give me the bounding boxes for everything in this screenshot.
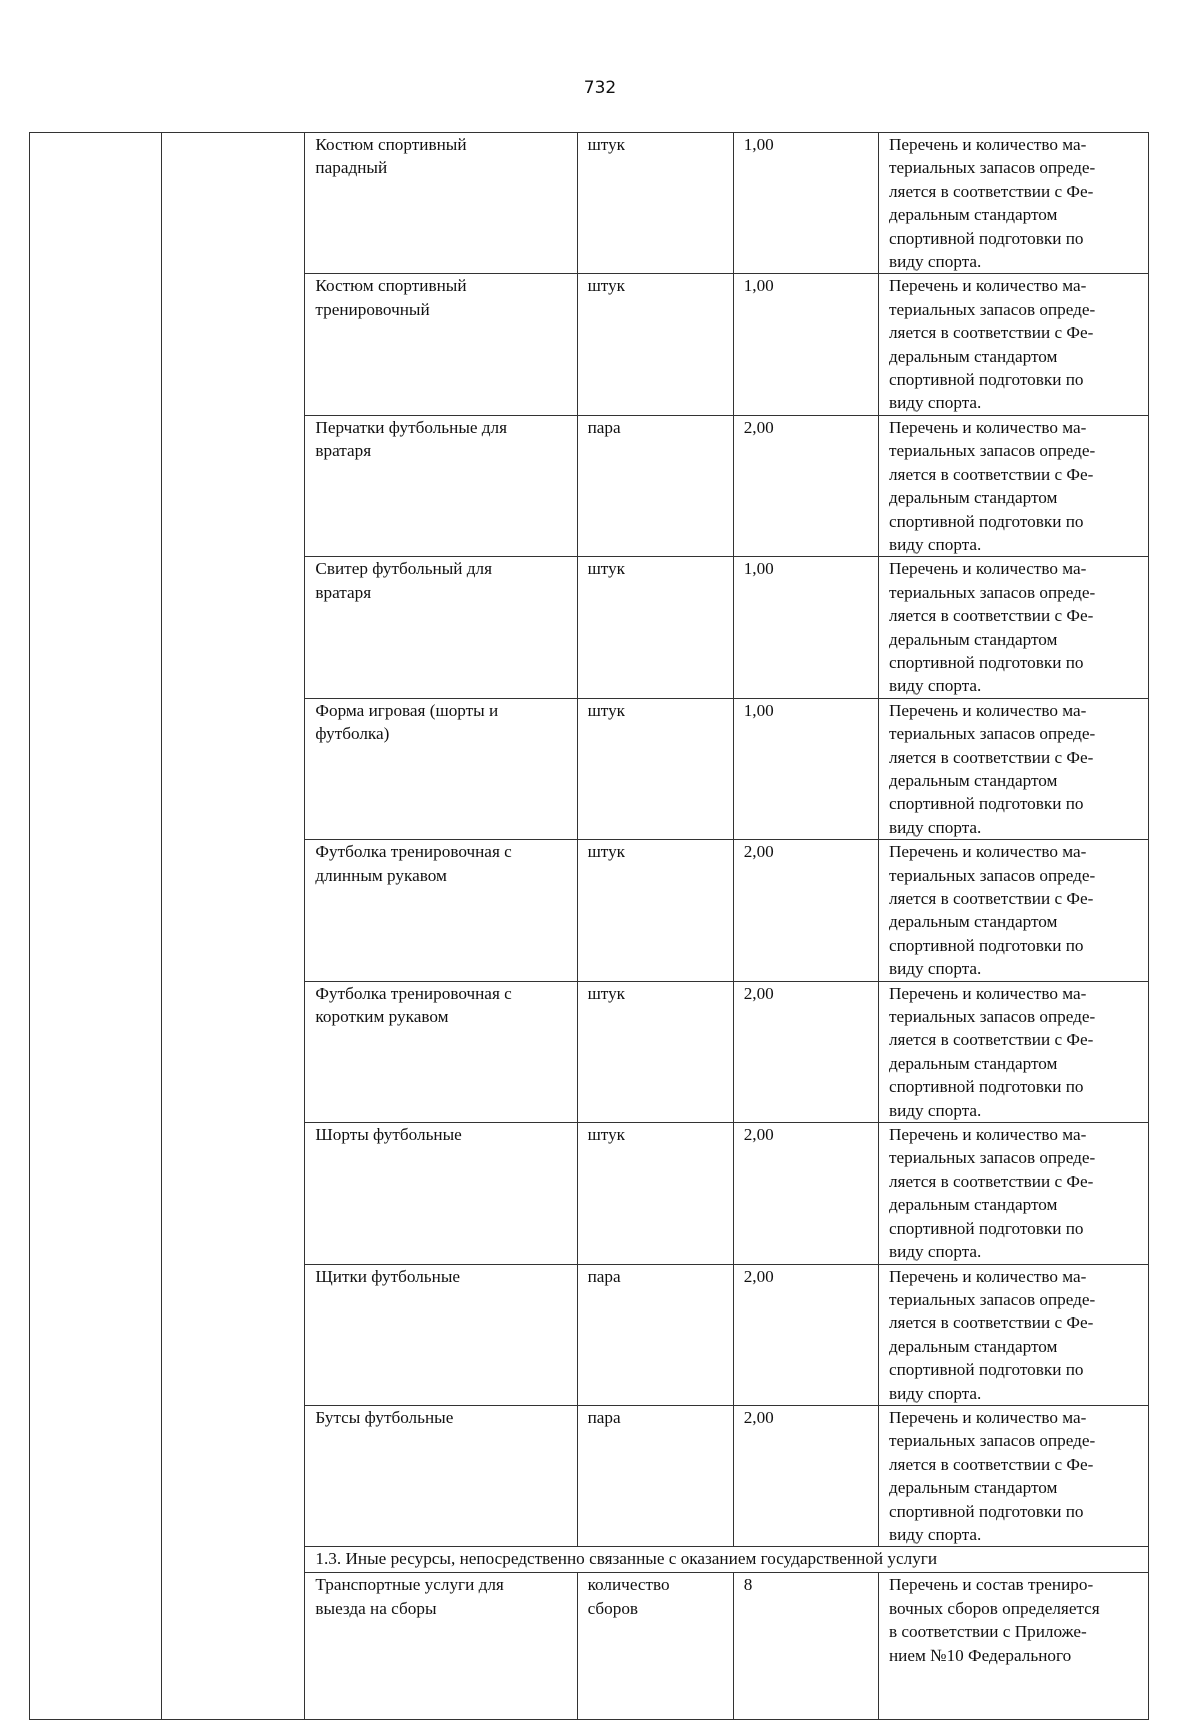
unit-cell: штук: [577, 698, 733, 839]
note-line: деральным стандартом: [888, 1195, 1058, 1215]
item-name-line: длинным рукавом: [315, 865, 447, 885]
note-line: деральным стандартом: [888, 912, 1058, 932]
quantity-cell: 2,00: [733, 415, 878, 556]
item-name-line: Свитер футбольный для: [315, 559, 493, 579]
note-line: териальных запасов опреде-: [888, 1148, 1096, 1168]
note-line: виду спорта.: [888, 1100, 982, 1120]
note-line: виду спорта.: [888, 817, 982, 837]
item-name-line: Костюм спортивный: [315, 135, 467, 154]
item-name-line: парадный: [315, 158, 388, 178]
unit-cell: пара: [577, 1405, 733, 1546]
note-line: виду спорта.: [888, 1524, 982, 1544]
note-cell: [878, 698, 1148, 839]
note-line: ляется в соответствии с Фе-: [888, 1313, 1094, 1333]
note-line: териальных запасов опреде-: [888, 582, 1096, 602]
note-line: териальных запасов опреде-: [888, 1289, 1096, 1309]
note-line: деральным стандартом: [888, 1478, 1058, 1498]
item-name-line: Форма игровая (шорты и: [315, 700, 499, 720]
note-cell: [878, 1123, 1148, 1264]
note-line: спортивной подготовки по: [888, 794, 1084, 814]
unit-cell: штук: [577, 557, 733, 698]
item-name-line: футболка): [315, 724, 390, 744]
item-name-cell: [305, 981, 577, 1122]
unit-cell: штук: [577, 274, 733, 415]
note-cell: [878, 1264, 1148, 1405]
note-line: Перечень и состав трениро-: [888, 1575, 1094, 1595]
note-line: Перечень и количество ма-: [888, 1407, 1087, 1427]
note-cell: [878, 274, 1148, 415]
quantity-cell: 8: [733, 1573, 878, 1720]
note-line: спортивной подготовки по: [888, 1360, 1084, 1380]
note-line: виду спорта.: [888, 676, 982, 696]
note-cell: [878, 557, 1148, 698]
item-name-cell: [305, 274, 577, 415]
note-line: Перечень и количество ма-: [888, 700, 1087, 720]
note-line: спортивной подготовки по: [888, 228, 1084, 248]
item-name-line: Транспортные услуги для: [315, 1575, 504, 1595]
note-line: виду спорта.: [888, 252, 982, 272]
note-line: Перечень и количество ма-: [888, 842, 1087, 862]
note-line: деральным стандартом: [888, 770, 1058, 790]
item-name-cell: [305, 698, 577, 839]
note-line: вочных сборов определяется: [888, 1598, 1100, 1618]
note-line: ляется в соответствии с Фе-: [888, 464, 1094, 484]
item-name-cell: [305, 840, 577, 981]
note-line: деральным стандартом: [888, 1053, 1058, 1073]
note-line: териальных запасов опреде-: [888, 724, 1096, 744]
item-name-line: Футболка тренировочная с: [315, 842, 512, 862]
empty-column-2: [162, 133, 305, 1720]
item-name-cell: [305, 1405, 577, 1546]
note-line: Перечень и количество ма-: [888, 417, 1087, 437]
note-line: спортивной подготовки по: [888, 652, 1084, 672]
resources-table: [29, 132, 1149, 1720]
note-line: териальных запасов опреде-: [888, 158, 1096, 178]
note-line: спортивной подготовки по: [888, 935, 1084, 955]
note-line: Перечень и количество ма-: [888, 276, 1087, 296]
item-name-cell: [305, 415, 577, 556]
note-line: деральным стандартом: [888, 488, 1058, 508]
table-row: [30, 133, 1149, 274]
item-name-cell: [305, 1123, 577, 1264]
note-line: спортивной подготовки по: [888, 1218, 1084, 1238]
note-line: спортивной подготовки по: [888, 1077, 1084, 1097]
note-line: териальных запасов опреде-: [888, 299, 1096, 319]
unit-line: сборов: [587, 1598, 639, 1618]
unit-cell: [577, 1573, 733, 1720]
quantity-cell: 1,00: [733, 133, 878, 274]
item-name-line: выезда на сборы: [315, 1598, 437, 1618]
quantity-cell: 2,00: [733, 840, 878, 981]
item-name-line: Шорты футбольные: [315, 1125, 462, 1145]
page-number: 732: [583, 78, 617, 98]
item-name-line: Бутсы футбольные: [315, 1407, 454, 1427]
note-line: деральным стандартом: [888, 1336, 1058, 1356]
item-name-line: Футболка тренировочная с: [315, 983, 512, 1003]
note-line: териальных запасов опреде-: [888, 1431, 1096, 1451]
note-cell: [878, 133, 1148, 274]
item-name-cell: [305, 1264, 577, 1405]
note-line: в соответствии с Приложе-: [888, 1622, 1087, 1642]
item-name-line: тренировочный: [315, 299, 430, 319]
note-line: ляется в соответствии с Фе-: [888, 323, 1094, 343]
quantity-cell: 2,00: [733, 981, 878, 1122]
note-line: ляется в соответствии с Фе-: [888, 1030, 1094, 1050]
section-title: 1.3. Иные ресурсы, непосредственно связанные с оказанием государственной услуги: [305, 1547, 1149, 1573]
note-line: ляется в соответствии с Фе-: [888, 606, 1094, 626]
item-name-line: Перчатки футбольные для: [315, 417, 508, 437]
note-line: ляется в соответствии с Фе-: [888, 1171, 1094, 1191]
item-name-line: коротким рукавом: [315, 1007, 449, 1027]
quantity-cell: 1,00: [733, 557, 878, 698]
note-line: спортивной подготовки по: [888, 370, 1084, 390]
quantity-cell: 2,00: [733, 1405, 878, 1546]
unit-cell: штук: [577, 1123, 733, 1264]
note-line: виду спорта.: [888, 534, 982, 554]
note-line: ляется в соответствии с Фе-: [888, 1454, 1094, 1474]
item-name-cell: [305, 1573, 577, 1720]
note-line: териальных запасов опреде-: [888, 441, 1096, 461]
note-line: деральным стандартом: [888, 629, 1058, 649]
note-line: виду спорта.: [888, 1383, 982, 1403]
note-line: спортивной подготовки по: [888, 1501, 1084, 1521]
quantity-cell: 2,00: [733, 1123, 878, 1264]
item-name-line: Костюм спортивный: [315, 276, 467, 296]
note-cell: [878, 1573, 1148, 1720]
note-line: ляется в соответствии с Фе-: [888, 889, 1094, 908]
item-name-cell: [305, 133, 577, 274]
empty-column-1: [30, 133, 162, 1720]
note-line: Перечень и количество ма-: [888, 559, 1087, 579]
note-line: териальных запасов опреде-: [888, 865, 1096, 885]
note-line: нием №10 Федерального: [888, 1645, 1072, 1665]
quantity-cell: 1,00: [733, 274, 878, 415]
note-cell: [878, 981, 1148, 1122]
note-line: Перечень и количество ма-: [888, 135, 1087, 154]
note-line: ляется в соответствии с Фе-: [888, 747, 1094, 767]
unit-cell: пара: [577, 1264, 733, 1405]
unit-cell: пара: [577, 415, 733, 556]
note-line: деральным стандартом: [888, 346, 1058, 366]
quantity-cell: 2,00: [733, 1264, 878, 1405]
item-name-cell: [305, 557, 577, 698]
note-line: териальных запасов опреде-: [888, 1007, 1096, 1027]
item-name-line: вратаря: [315, 441, 372, 461]
note-line: спортивной подготовки по: [888, 511, 1084, 531]
quantity-cell: 1,00: [733, 698, 878, 839]
note-cell: [878, 1405, 1148, 1546]
unit-cell: штук: [577, 133, 733, 274]
unit-cell: штук: [577, 840, 733, 981]
note-line: ляется в соответствии с Фе-: [888, 181, 1094, 201]
note-cell: [878, 415, 1148, 556]
unit-line: количество: [587, 1575, 670, 1595]
note-line: Перечень и количество ма-: [888, 1125, 1087, 1145]
note-line: деральным стандартом: [888, 205, 1058, 225]
note-line: Перечень и количество ма-: [888, 983, 1087, 1003]
note-cell: [878, 840, 1148, 981]
unit-cell: штук: [577, 981, 733, 1122]
note-line: виду спорта.: [888, 393, 982, 413]
note-line: виду спорта.: [888, 959, 982, 979]
note-line: виду спорта.: [888, 1242, 982, 1262]
item-name-line: Щитки футбольные: [315, 1266, 461, 1286]
item-name-line: вратаря: [315, 582, 372, 602]
note-line: Перечень и количество ма-: [888, 1266, 1087, 1286]
